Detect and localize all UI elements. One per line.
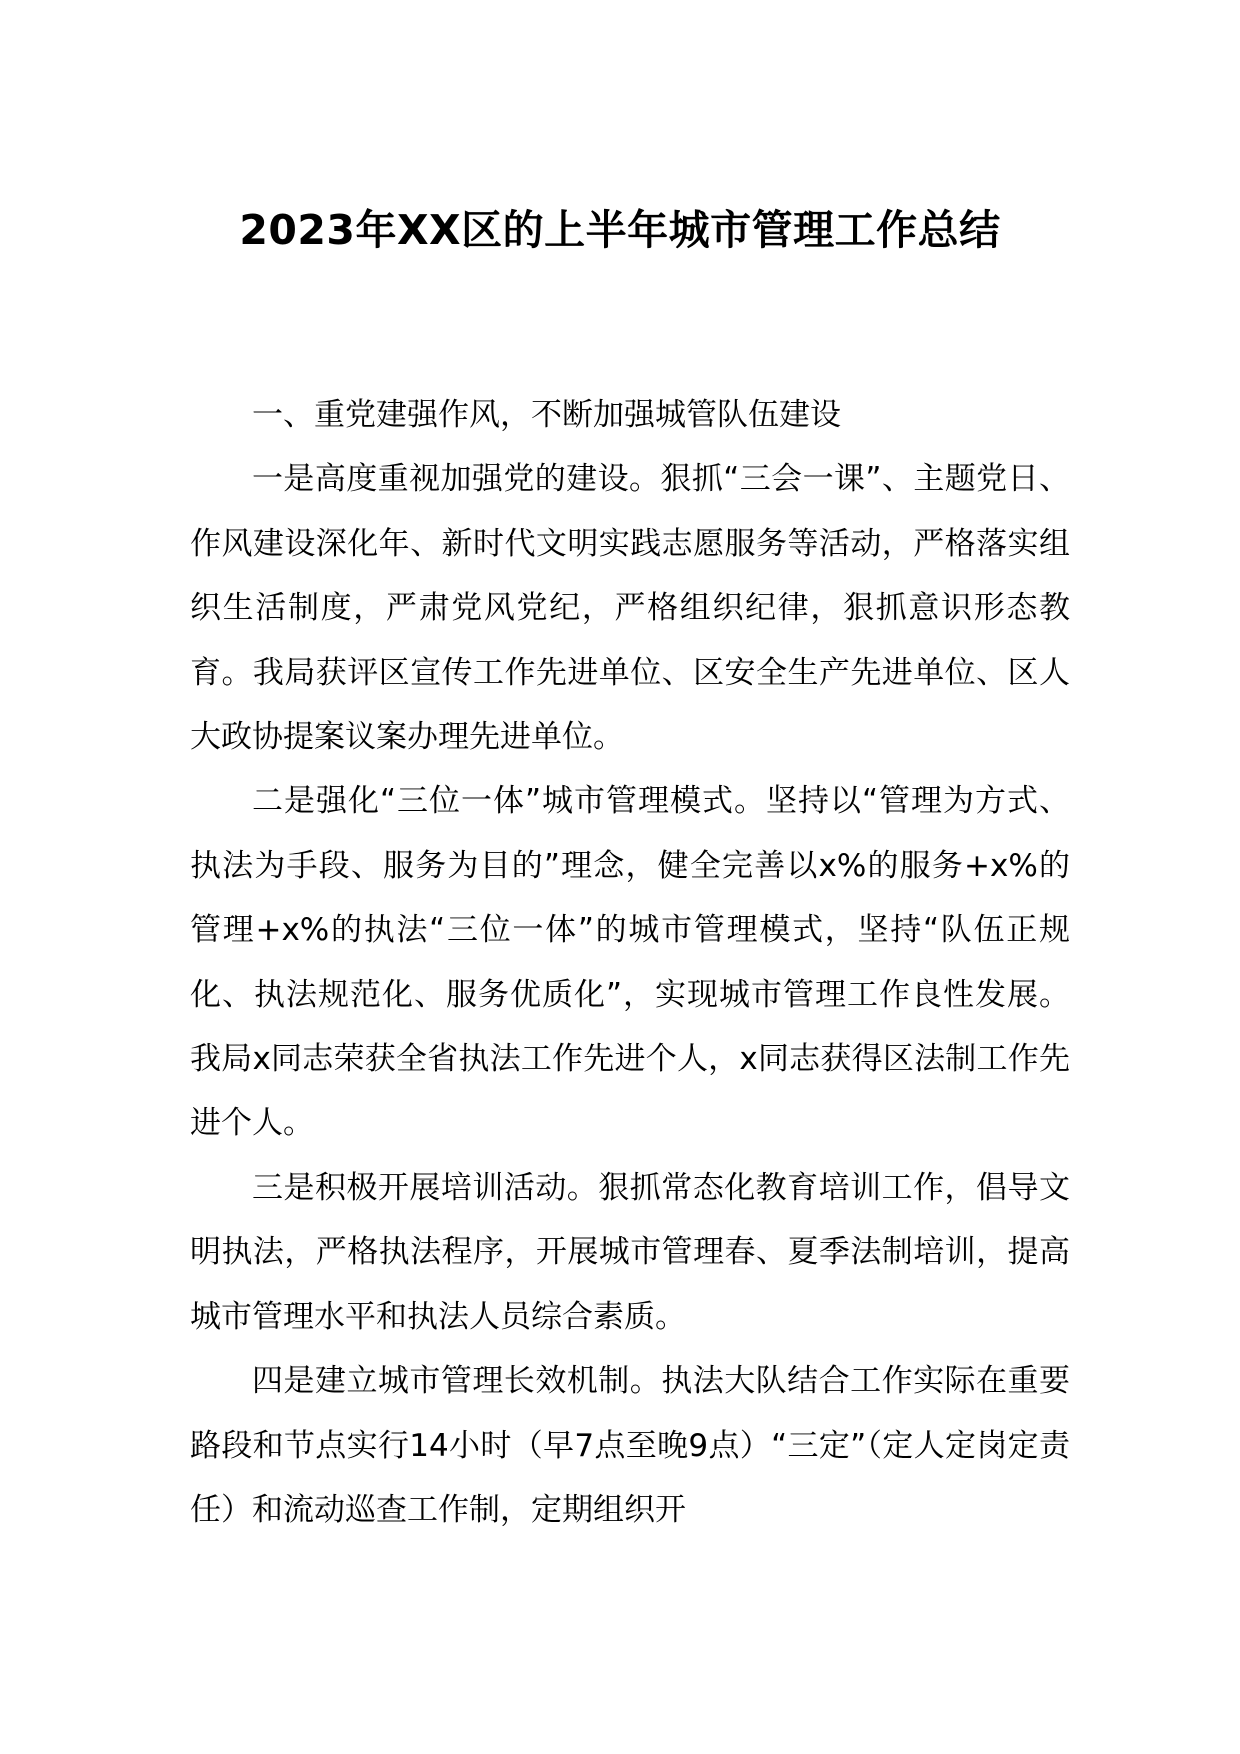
document-title: 2023年XX区的上半年城市管理工作总结 [239, 206, 1001, 254]
paragraph-4: 四是建立城市管理长效机制。执法大队结合工作实际在重要路段和节点实行14小时（早7点至晚9点）“三定”（定人定岗定责任）和流动巡查工作制，定期组织开 [190, 1363, 1070, 1528]
paragraph-1: 一是高度重视加强党的建设。狠抓“三会一课”、主题党日、作风建设深化年、新时代文明实践志愿服务等活动，严格落实组织生活制度，严肃党风党纪，严格组织纪律，狠抓意识形态教育。我局获评区宣传工作先进单位、区安全生产先进单位、区人大政协提案议案办理先进单位。 [190, 461, 1070, 756]
paragraph-3: 三是积极开展培训活动。狠抓常态化教育培训工作，倡导文明执法，严格执法程序，开展城市管理春、夏季法制培训，提高城市管理水平和执法人员综合素质。 [190, 1169, 1070, 1335]
document-body [190, 383, 1070, 1542]
paragraph-2: 二是强化“三位一体”城市管理模式。坚持以“管理为方式、执法为手段、服务为目的”理念，健全完善以x%的服务+x%的管理+x%的执法“三位一体”的城市管理模式，坚持“队伍正规化、执法规范化、服务优质化”，实现城市管理工作良性发展。我局x同志荣获全省执法工作先进个人，x同志获得区法制工作先进个人。 [190, 783, 1070, 1142]
section-heading: 一、重党建强作风，不断加强城管队伍建设 [252, 397, 841, 433]
